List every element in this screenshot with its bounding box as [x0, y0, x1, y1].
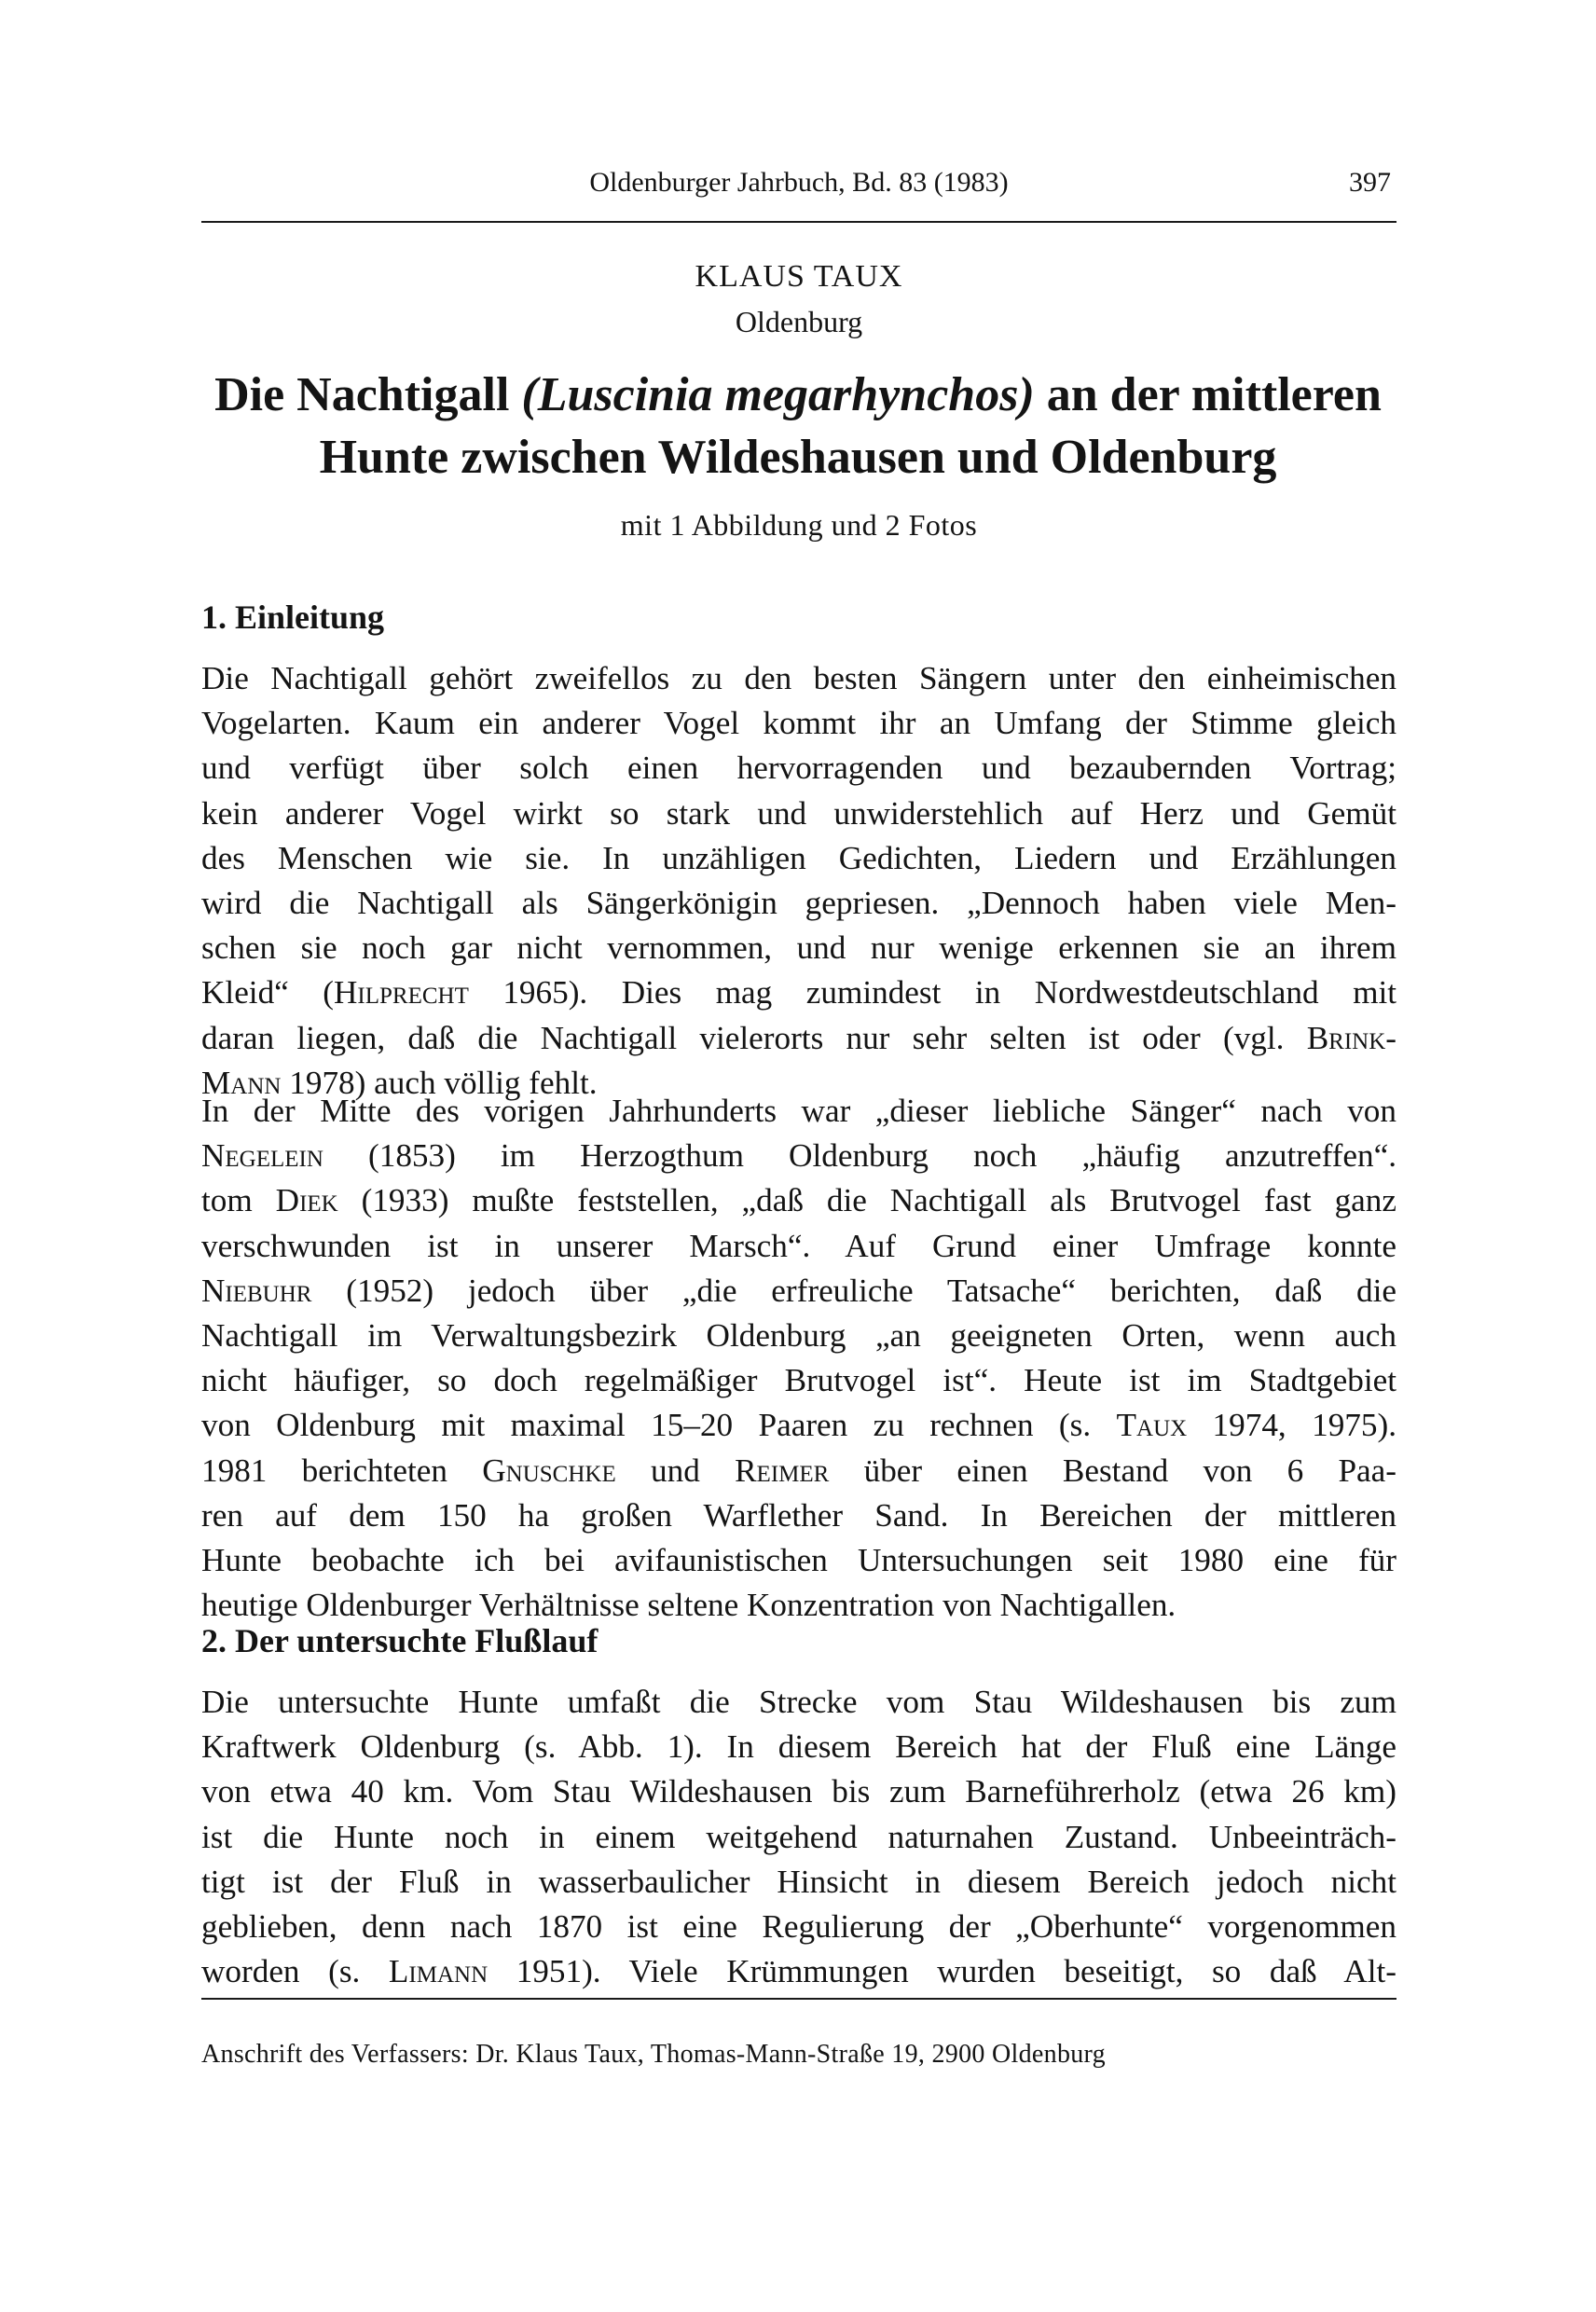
text-line: wird die Nachtigall als Sängerkönigin gepriesen. „Dennoch haben viele Men- — [201, 884, 1396, 921]
text-line: Mann 1978) auch völlig fehlt. — [201, 1064, 598, 1101]
title-text: Die Nachtigall — [214, 368, 522, 421]
title-text: an der mittleren — [1034, 368, 1382, 421]
text-line: verschwunden ist in unserer Marsch“. Auf Grund einer Umfrage konnte — [201, 1227, 1396, 1264]
text-line: kein anderer Vogel wirkt so stark und unwiderstehlich auf Herz und Gemüt — [201, 794, 1396, 832]
cited-author-name: Reimer — [735, 1452, 830, 1489]
text-line: worden (s. Limann 1951). Viele Krümmungen wurden beseitigt, so daß Alt- — [201, 1953, 1396, 1990]
text-line: In der Mitte des vorigen Jahrhunderts war „dieser liebliche Sänger“ nach von — [201, 1093, 1396, 1129]
text-line: nicht häufiger, so doch regelmäßiger Brutvogel ist“. Heute ist im Stadtgebiet — [201, 1362, 1396, 1399]
footnote-rule — [201, 1998, 1396, 2000]
cited-author-name: Hilprecht — [334, 974, 469, 1012]
title-species-name: (Luscinia megarhynchos) — [521, 368, 1035, 421]
cited-author-name: Mann — [201, 1064, 282, 1101]
cited-author-name: Niebuhr — [201, 1272, 312, 1309]
text-line: tigt ist der Fluß in wasserbaulicher Hinsicht in diesem Bereich jedoch nicht — [201, 1863, 1396, 1900]
text-line: schen sie noch gar nicht vernommen, und nur wenige erkennen sie an ihrem — [201, 929, 1396, 967]
cited-author-name: Diek — [275, 1182, 338, 1219]
text-line: ren auf dem 150 ha großen Warflether Sand. In Bereichen der mittleren — [201, 1496, 1396, 1534]
page-number: 397 — [1349, 167, 1391, 198]
header-rule — [201, 221, 1396, 223]
text-line: geblieben, denn nach 1870 ist eine Regulierung der „Oberhunte“ vorgenommen — [201, 1907, 1396, 1945]
text-line: und verfügt über solch einen hervorragenden und bezaubernden Vortrag; — [201, 750, 1396, 787]
author-address-footnote: Anschrift des Verfassers: Dr. Klaus Taux, Thomas-Mann-Straße 19, 2900 Oldenburg — [201, 2040, 1106, 2069]
text-line: des Menschen wie sie. In unzähligen Gedichten, Liedern und Erzählungen — [201, 839, 1396, 876]
text-line: Kraftwerk Oldenburg (s. Abb. 1). In diesem Bereich hat der Fluß eine Länge — [201, 1728, 1396, 1766]
author-place: Oldenburg — [735, 305, 863, 338]
text-line: Die Nachtigall gehört zweifellos zu den besten Sängern unter den einheimischen — [201, 660, 1396, 696]
text-line: ist die Hunte noch in einem weitgehend naturnahen Zustand. Unbeeinträch- — [201, 1818, 1396, 1855]
text-line: 1981 berichteten Gnuschke und Reimer über einen Bestand von 6 Paa- — [201, 1452, 1396, 1489]
journal-citation: Oldenburger Jahrbuch, Bd. 83 (1983) — [589, 167, 1009, 198]
paragraph-river-section-1 — [201, 1680, 1396, 1994]
text-line: Niebuhr (1952) jedoch über „die erfreuliche Tatsache“ berichten, daß die — [201, 1272, 1396, 1309]
text-line: Die untersuchte Hunte umfaßt die Strecke vom Stau Wildeshausen bis zum — [201, 1684, 1396, 1720]
text-line: daran liegen, daß die Nachtigall vielerorts nur sehr selten ist oder (vgl. Brink- — [201, 1019, 1396, 1056]
text-line: Kleid“ (Hilprecht 1965). Dies mag zumindest in Nordwestdeutschland mit — [201, 974, 1397, 1012]
paragraph-introduction-2 — [201, 1089, 1396, 1628]
text-line: Hunte beobachte ich bei avifaunistischen Untersuchungen seit 1980 eine für — [201, 1541, 1396, 1578]
text-line: von Oldenburg mit maximal 15–20 Paaren zu rechnen (s. Taux 1974, 1975). — [201, 1407, 1396, 1444]
cited-author-name: Brink- — [1306, 1019, 1396, 1056]
text-line: tom Diek (1933) mußte feststellen, „daß die Nachtigall als Brutvogel fast ganz — [201, 1182, 1397, 1219]
cited-author-name: Limann — [388, 1953, 488, 1990]
section-heading-river-section: 2. Der untersuchte Flußlauf — [201, 1622, 598, 1659]
text-line: heutige Oldenburger Verhältnisse seltene Konzentration von Nachtigallen. — [201, 1587, 1176, 1624]
author-name: KLAUS TAUX — [695, 259, 903, 294]
text-line: Nachtigall im Verwaltungsbezirk Oldenburg „an geeigneten Orten, wenn auch — [201, 1316, 1396, 1354]
title-line-2: Hunte zwischen Wildeshausen und Oldenburg — [319, 431, 1277, 484]
cited-author-name: Taux — [1116, 1407, 1188, 1444]
title-line-1 — [168, 364, 1428, 426]
article-title — [168, 364, 1428, 489]
article-subtitle: mit 1 Abbildung und 2 Fotos — [620, 508, 978, 542]
cited-author-name: Gnuschke — [482, 1452, 616, 1489]
text-line: Negelein (1853) im Herzogthum Oldenburg noch „häufig anzutreffen“. — [201, 1137, 1396, 1175]
section-heading-introduction: 1. Einleitung — [201, 599, 385, 636]
cited-author-name: Negelein — [201, 1137, 323, 1175]
paragraph-introduction-1 — [201, 656, 1396, 1106]
text-line: Vogelarten. Kaum ein anderer Vogel kommt ihr an Umfang der Stimme gleich — [201, 705, 1396, 742]
text-line: von etwa 40 km. Vom Stau Wildeshausen bis zum Barneführerholz (etwa 26 km) — [201, 1773, 1396, 1810]
